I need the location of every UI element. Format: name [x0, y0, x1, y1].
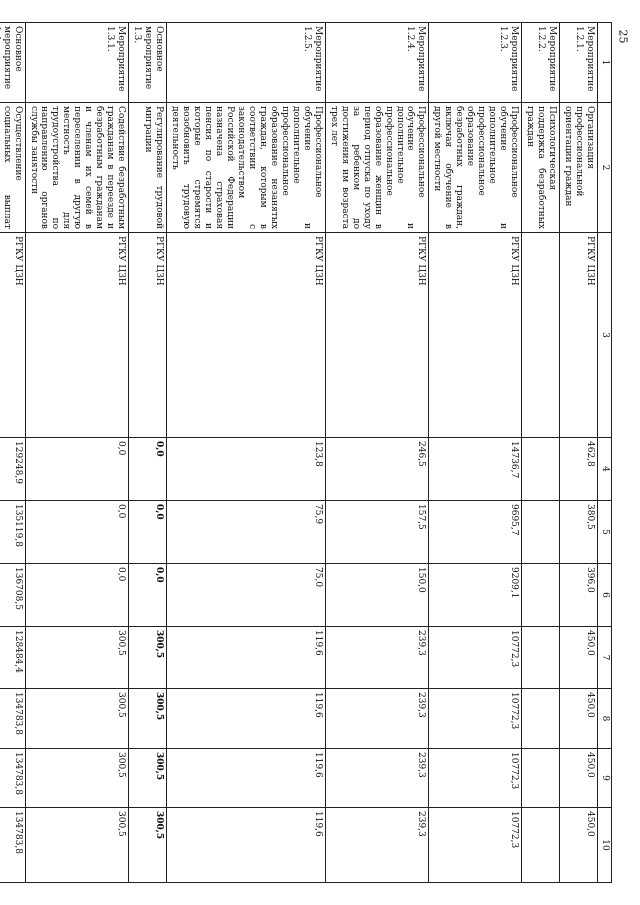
value-cell: 75,9: [167, 501, 326, 564]
activity-code: Мероприятие 1.2.3.: [429, 23, 522, 103]
activity-code: Мероприятие 1.2.2.: [522, 23, 560, 103]
value-cell: [522, 564, 560, 627]
value-cell: [522, 438, 560, 501]
executor: РГКУ ЦЗН: [325, 233, 429, 438]
value-cell: 119,6: [167, 749, 326, 808]
value-cell: 10772,3: [429, 689, 522, 749]
value-cell: 462,8: [560, 438, 598, 501]
value-cell: 0,0: [25, 438, 129, 501]
value-cell: 135119,8: [0, 501, 25, 564]
table-body: [0, 23, 598, 883]
column-header-1: 1: [598, 23, 612, 103]
value-cell: 128484,4: [0, 627, 25, 689]
value-cell: 300,5: [129, 689, 167, 749]
column-header-4: 4: [598, 438, 612, 501]
value-cell: 239,3: [325, 808, 429, 883]
value-cell: 119,6: [167, 808, 326, 883]
value-cell: 150,0: [325, 564, 429, 627]
value-cell: 300,5: [25, 808, 129, 883]
value-cell: 157,5: [325, 501, 429, 564]
value-cell: 134783,8: [0, 808, 25, 883]
program-table: [0, 22, 612, 883]
value-cell: 136708,5: [0, 564, 25, 627]
activity-code: Мероприятие 1.2.1.: [560, 23, 598, 103]
value-cell: [522, 808, 560, 883]
value-cell: 119,6: [167, 627, 326, 689]
executor: РГКУ ЦЗН: [129, 233, 167, 438]
table-row: [522, 23, 560, 883]
activity-code: Основное мероприятие 1.3.: [129, 23, 167, 103]
value-cell: [522, 627, 560, 689]
value-cell: 450,0: [560, 627, 598, 689]
column-header-7: 7: [598, 627, 612, 689]
value-cell: [522, 749, 560, 808]
value-cell: 300,5: [129, 808, 167, 883]
activity-name: Содействие безработным гражданам в переезде и безработным гражданам и членам их семей в переселении в другую местность для трудоустройства по направлению органов службы занятости: [25, 103, 129, 233]
value-cell: 300,5: [129, 627, 167, 689]
table-row: [167, 23, 326, 883]
rotated-table-page: [0, 22, 612, 883]
activity-name: Осуществление социальных выплат: [0, 103, 25, 233]
activity-name: Профессиональное обучение и дополнительное профессиональное образование незанятых граждан, которым в соответствии с законодательством Российской Федерации назначена страховая пенсия по старости и которые стремятся возобновить трудовую деятельность: [167, 103, 326, 233]
value-cell: 119,6: [167, 689, 326, 749]
value-cell: 10772,3: [429, 808, 522, 883]
value-cell: 380,5: [560, 501, 598, 564]
value-cell: 0,0: [25, 564, 129, 627]
value-cell: 0,0: [129, 564, 167, 627]
activity-name: Профессиональное обучение и дополнительное профессиональное образование женщин в период отпуска по уходу за ребенком до достижения им возраста трех лет: [325, 103, 429, 233]
value-cell: 0,0: [25, 501, 129, 564]
column-header-2: 2: [598, 103, 612, 233]
value-cell: 9695,7: [429, 501, 522, 564]
activity-code: Основное мероприятие: [0, 23, 25, 103]
activity-name: Организация профессиональной ориентации граждан: [560, 103, 598, 233]
executor: РГКУ ЦЗН: [429, 233, 522, 438]
activity-code: Мероприятие 1.2.4.: [325, 23, 429, 103]
activity-name: Психологическая поддержка безработных граждан: [522, 103, 560, 233]
column-header-6: 6: [598, 564, 612, 627]
value-cell: 246,5: [325, 438, 429, 501]
value-cell: 300,5: [25, 627, 129, 689]
column-header-10: 10: [598, 808, 612, 883]
table-row: [325, 23, 429, 883]
value-cell: 0,0: [129, 438, 167, 501]
value-cell: 75,0: [167, 564, 326, 627]
value-cell: 10772,3: [429, 627, 522, 689]
value-cell: 300,5: [25, 689, 129, 749]
value-cell: [522, 501, 560, 564]
table-row: [129, 23, 167, 883]
table-row: [0, 23, 25, 883]
value-cell: 396,0: [560, 564, 598, 627]
header-row: [598, 23, 612, 883]
page-number: 25: [616, 29, 630, 44]
value-cell: 300,5: [25, 749, 129, 808]
value-cell: 14736,7: [429, 438, 522, 501]
executor: РГКУ ЦЗН: [560, 233, 598, 438]
column-header-3: 3: [598, 233, 612, 438]
value-cell: 134783,8: [0, 749, 25, 808]
value-cell: 239,3: [325, 627, 429, 689]
value-cell: 129248,9: [0, 438, 25, 501]
executor: РГКУ ЦЗН: [25, 233, 129, 438]
column-header-5: 5: [598, 501, 612, 564]
activity-name: Регулирование трудовой миграции: [129, 103, 167, 233]
value-cell: 134783,8: [0, 689, 25, 749]
value-cell: [522, 689, 560, 749]
executor: РГКУ ЦЗН: [167, 233, 326, 438]
table-row: [429, 23, 522, 883]
table-row: [25, 23, 129, 883]
executor: РГКУ ЦЗН: [0, 233, 25, 438]
value-cell: 239,3: [325, 749, 429, 808]
value-cell: 450,0: [560, 749, 598, 808]
activity-code: Мероприятие 1.2.5.: [167, 23, 326, 103]
value-cell: 300,5: [129, 749, 167, 808]
value-cell: 10772,3: [429, 749, 522, 808]
activity-name: Профессиональное обучение и дополнительное профессиональное образование безработных граждан, включая обучение в другой местности: [429, 103, 522, 233]
value-cell: 239,3: [325, 689, 429, 749]
value-cell: 123,8: [167, 438, 326, 501]
column-header-8: 8: [598, 689, 612, 749]
value-cell: 450,0: [560, 808, 598, 883]
table-row: [560, 23, 598, 883]
column-header-9: 9: [598, 749, 612, 808]
value-cell: 0,0: [129, 501, 167, 564]
activity-code: Мероприятие 1.3.1.: [25, 23, 129, 103]
value-cell: 9209,1: [429, 564, 522, 627]
value-cell: 450,0: [560, 689, 598, 749]
executor: [522, 233, 560, 438]
